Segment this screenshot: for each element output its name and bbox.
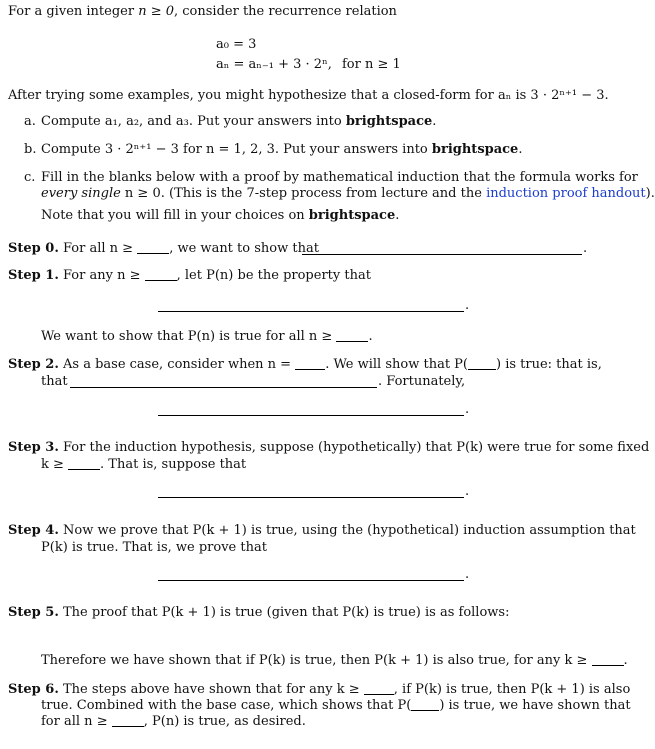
step-5 (8, 605, 509, 621)
item-c-line2 (41, 186, 655, 202)
step-3-line2 (41, 457, 246, 473)
item-c-line2-end: ). (645, 186, 655, 201)
step-5-conclusion (41, 653, 628, 669)
period: . (395, 208, 400, 223)
step-3-k: k ≥ (41, 457, 64, 472)
brightspace-keyword: brightspace (431, 142, 519, 157)
step-0-text: For all n ≥ (63, 241, 134, 256)
period: . (583, 241, 588, 256)
step-0-text-b: , we want to show that (169, 241, 319, 256)
period: . (432, 114, 437, 129)
intro-text-end: , consider the recurrence relation (174, 4, 397, 19)
intro-condition: n ≥ 0 (138, 4, 175, 19)
period: . (368, 329, 373, 344)
step-5-label: Step 5. (8, 605, 59, 620)
step-2-text-b: . We will show that P( (325, 357, 468, 372)
step-6-text-c: true. Combined with the base case, which shows that P( (41, 698, 412, 713)
step-6-text-b: , if P(k) is true, then P(k + 1) is also (393, 682, 631, 697)
step-6-text-f: , P(n) is true, as desired. (143, 714, 306, 729)
brightspace-keyword: brightspace (345, 114, 433, 129)
blank-s6-p[interactable] (411, 698, 439, 711)
blank-s2-statement[interactable] (70, 387, 377, 388)
step-4-line2: P(k) is true. That is, we prove that (41, 540, 267, 555)
blank-s1-property[interactable] (158, 311, 464, 312)
step-1-text-b: , let P(n) be the property that (176, 268, 371, 283)
item-a (41, 114, 436, 130)
step-1-text: For any n ≥ (63, 268, 141, 283)
step-4 (8, 523, 636, 539)
item-a-text: Compute a₁, a₂, and a₃. Put your answers into (41, 114, 346, 129)
step-4-text: Now we prove that P(k + 1) is true, using the (hypothetical) induction assumption that (63, 523, 636, 538)
period: . (465, 402, 470, 417)
step-6 (8, 682, 630, 698)
step-5-text: The proof that P(k + 1) is true (given that P(k) is true) is as follows: (63, 605, 510, 620)
emphasis-every-single: every single (41, 186, 121, 201)
step-2-line2 (41, 374, 68, 390)
step-2-text: As a base case, consider when n = (63, 357, 292, 372)
step-2-that: that (41, 374, 68, 389)
intro-line (8, 4, 397, 20)
recurrence-base: a₀ = 3 (216, 37, 257, 52)
item-c-line1: Fill in the blanks below with a proof by mathematical induction that the formula works for (41, 170, 638, 185)
step-3-label: Step 3. (8, 440, 59, 455)
period: . (465, 298, 470, 313)
step-2-label: Step 2. (8, 357, 59, 372)
step-6-text-d: ) is true, we have shown that (439, 698, 631, 713)
item-b-text: Compute 3 · 2ⁿ⁺¹ − 3 for n = 1, 2, 3. Put your answers into (41, 142, 432, 157)
period: . (465, 567, 470, 582)
item-b-label: b. (24, 142, 37, 157)
step-2 (8, 357, 602, 373)
step-2-fortunately: . Fortunately, (378, 374, 466, 389)
item-c-line3 (41, 208, 399, 224)
blank-s0-statement[interactable] (302, 254, 582, 255)
item-c-line2-text: n ≥ 0. (This is the 7-step process from lecture and the (120, 186, 487, 201)
blank-s3-hypothesis[interactable] (158, 497, 464, 498)
step-1-label: Step 1. (8, 268, 59, 283)
blank-s1-all-n[interactable] (336, 329, 368, 342)
recurrence-step-condition: for n ≥ 1 (341, 57, 401, 72)
step-5-conclusion-text: Therefore we have shown that if P(k) is true, then P(k + 1) is also true, for any k ≥ (41, 653, 588, 668)
blank-s0-n[interactable] (137, 241, 169, 254)
recurrence-step (216, 57, 401, 73)
item-b (41, 142, 522, 158)
step-4-label: Step 4. (8, 523, 59, 538)
blank-s5-k[interactable] (592, 653, 624, 666)
step-3-text-c: . That is, suppose that (100, 457, 247, 472)
step-1 (8, 268, 371, 284)
item-c-label: c. (24, 170, 36, 185)
hypothesis-text: After trying some examples, you might hypothesize that a closed-form for aₙ is 3 · 2ⁿ⁺¹ − 3. (8, 88, 609, 103)
induction-handout-link[interactable]: induction proof handout (486, 186, 646, 201)
intro-text: For a given integer (8, 4, 139, 19)
blank-s6-n[interactable] (112, 714, 144, 727)
blank-s3-k[interactable] (68, 457, 100, 470)
step-6-line3 (41, 714, 306, 730)
step-6-line2 (41, 698, 631, 714)
blank-s4-goal[interactable] (158, 580, 464, 581)
period: . (518, 142, 523, 157)
step-0-label: Step 0. (8, 241, 59, 256)
step-1-goal (41, 329, 373, 345)
blank-s2-n[interactable] (295, 357, 325, 370)
blank-s6-k[interactable] (364, 682, 394, 695)
step-0 (8, 241, 319, 257)
blank-s1-n[interactable] (145, 268, 177, 281)
blank-s2-p[interactable] (468, 357, 496, 370)
step-3 (8, 440, 649, 456)
step-1-goal-text: We want to show that P(n) is true for all n ≥ (41, 329, 333, 344)
item-a-label: a. (24, 114, 36, 129)
step-2-text-c: ) is true: that is, (496, 357, 602, 372)
step-6-label: Step 6. (8, 682, 59, 697)
blank-s2-proof[interactable] (158, 415, 464, 416)
item-c-line3-text: Note that you will fill in your choices on (41, 208, 309, 223)
brightspace-keyword: brightspace (308, 208, 396, 223)
step-6-text: The steps above have shown that for any k ≥ (63, 682, 360, 697)
step-3-text: For the induction hypothesis, suppose (hypothetically) that P(k) were true for some fixed (63, 440, 650, 455)
period: . (623, 653, 628, 668)
period: . (465, 484, 470, 499)
recurrence-step-lhs: aₙ = aₙ₋₁ + 3 · 2ⁿ, (216, 57, 332, 72)
step-6-text-e: for all n ≥ (41, 714, 108, 729)
